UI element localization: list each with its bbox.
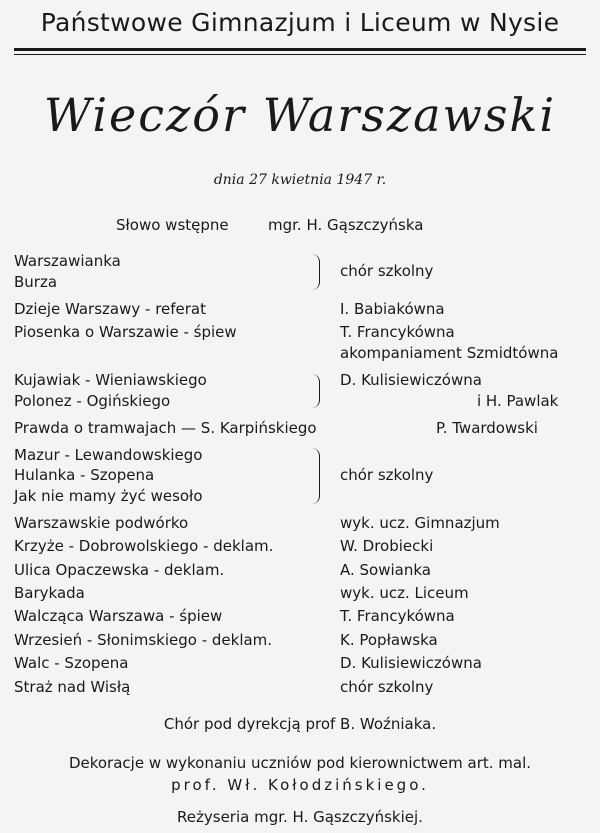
decorations-note-cont: prof. Wł. Kołodzińskiego.	[171, 776, 429, 794]
school-header: Państwowe Gimnazjum i Liceum w Nysie	[40, 8, 560, 37]
direction-note: Reżyseria mgr. H. Gąszczyńskiej.	[177, 808, 423, 826]
program-item-right: D. Kulisiewiczówna	[340, 654, 482, 672]
header-rule-thick	[14, 48, 586, 51]
program-item-right: i H. Pawlak	[477, 392, 559, 410]
program-item-right: D. Kulisiewiczówna	[340, 371, 482, 389]
program-item-left: Hulanka - Szopena	[14, 466, 155, 484]
program-item-left: Burza	[14, 273, 58, 291]
event-title: Wieczór Warszawski	[43, 88, 557, 142]
program-item-right: K. Popławska	[340, 631, 438, 649]
program-item-right: wyk. ucz. Gimnazjum	[340, 514, 500, 532]
brace-mark	[312, 374, 320, 408]
program-item-right: wyk. ucz. Liceum	[340, 584, 469, 602]
intro-person: mgr. H. Gąszczyńska	[268, 216, 424, 234]
program-item-left: Wrzesień - Słonimskiego - deklam.	[14, 631, 273, 649]
program-item-left: Dzieje Warszawy - referat	[14, 300, 207, 318]
header-rule-thin	[14, 54, 586, 55]
program-item-right: T. Francykówna	[340, 323, 455, 341]
program-item-right: chór szkolny	[340, 262, 434, 280]
program-item-right: chór szkolny	[340, 466, 434, 484]
event-date: dnia 27 kwietnia 1947 r.	[213, 172, 387, 188]
program-item-left: Ulica Opaczewska - deklam.	[14, 561, 225, 579]
program-item-left: Kujawiak - Wieniawskiego	[14, 371, 207, 389]
program-item-left: Jak nie mamy żyć wesoło	[14, 487, 203, 505]
program-item-left: Warszawskie podwórko	[14, 514, 189, 532]
program-item-right: akompaniament Szmidtówna	[340, 344, 559, 362]
program-item-left: Barykada	[14, 584, 85, 602]
program-item-left: Warszawianka	[14, 252, 121, 270]
brace-mark	[312, 448, 320, 504]
program-item-right: P. Twardowski	[436, 419, 538, 437]
intro-label: Słowo wstępne	[116, 216, 229, 234]
program-item-left: Mazur - Lewandowskiego	[14, 446, 203, 464]
program-item-left: Polonez - Ogińskiego	[14, 392, 171, 410]
program-item-left: Walcząca Warszawa - śpiew	[14, 607, 223, 625]
program-item-left: Piosenka o Warszawie - śpiew	[14, 323, 237, 341]
choir-director-note: Chór pod dyrekcją prof B. Woźniaka.	[163, 715, 437, 733]
decorations-note: Dekoracje w wykonaniu uczniów pod kierownictwem art. mal.	[68, 754, 532, 772]
program-item-right: T. Francykówna	[340, 607, 455, 625]
program-item-left: Straż nad Wisłą	[14, 678, 131, 696]
program-item-left: Walc - Szopena	[14, 654, 129, 672]
program-item-right: chór szkolny	[340, 678, 434, 696]
program-item-right: W. Drobiecki	[340, 537, 434, 555]
program-item-left: Prawda o tramwajach — S. Karpińskiego	[14, 419, 317, 437]
brace-mark	[312, 254, 320, 290]
program-item-right: I. Babiakówna	[340, 300, 445, 318]
program-item-right: A. Sowianka	[340, 561, 431, 579]
program-item-left: Krzyże - Dobrowolskiego - deklam.	[14, 537, 274, 555]
